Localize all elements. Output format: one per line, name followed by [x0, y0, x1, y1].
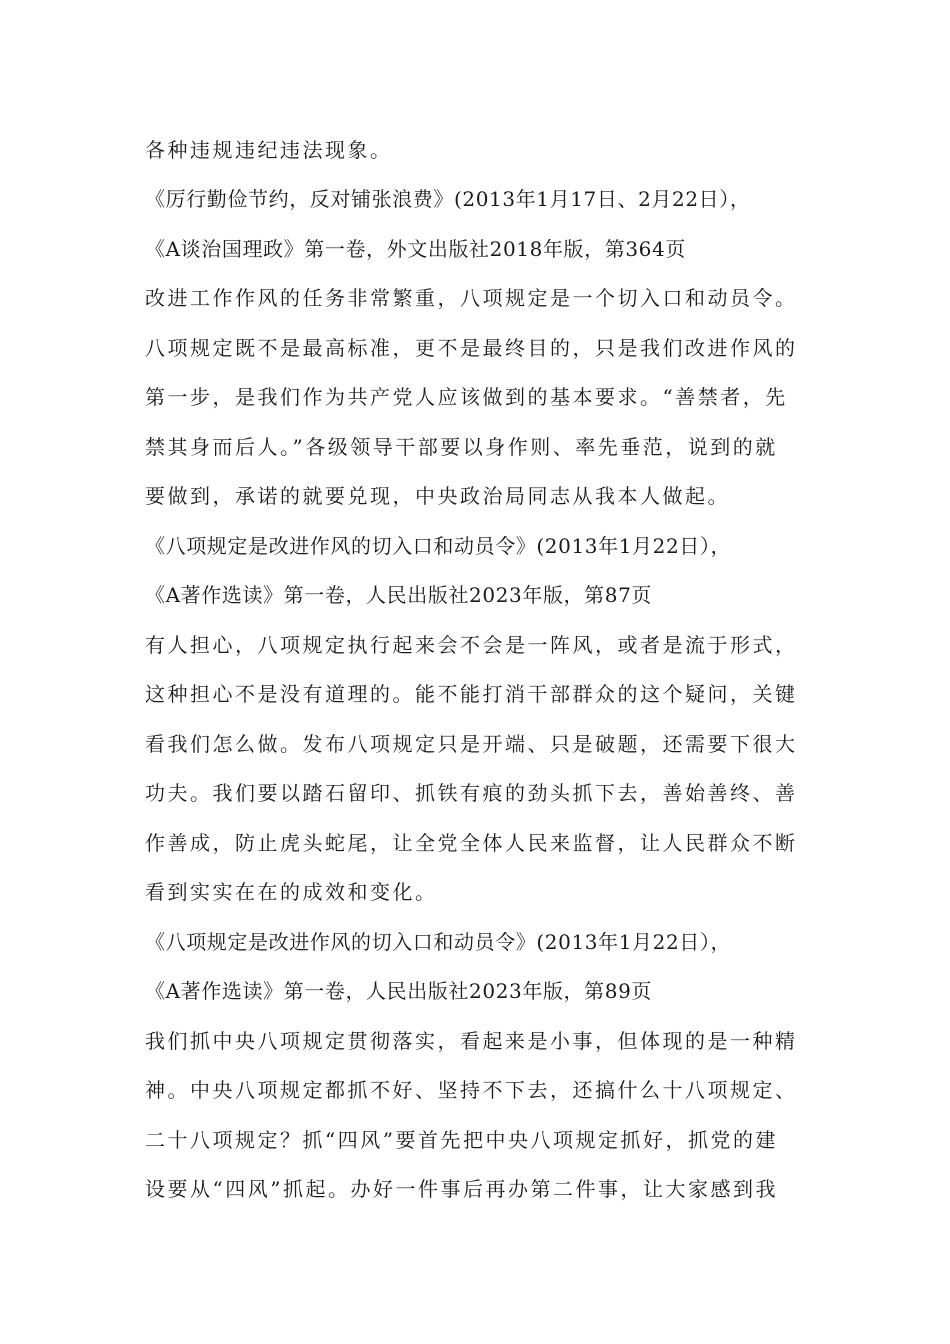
text-line: 二十八项规定？抓“四风”要首先把中央八项规定抓好，抓党的建 [145, 1128, 778, 1152]
citation-line: 《八项规定是改进作风的切入口和动员令》(2013年1月22日）， [145, 534, 732, 558]
citation-line: 《A著作选读》第一卷，人民出版社2023年版，第89页 [145, 979, 652, 1003]
text-line: 设要从“四风”抓起。办好一件事后再办第二件事，让大家感到我 [145, 1177, 778, 1201]
citation-line: 《厉行勤俭节约，反对铺张浪费》(2013年1月17日、2月22日）， [145, 187, 751, 211]
text-line: 功夫。我们要以踏石留印、抓铁有痕的劲头抓下去，善始善终、善 [145, 781, 798, 805]
text-line: 改进工作作风的任务非常繁重，八项规定是一个切入口和动员令。 [145, 286, 798, 310]
text-line: 我们抓中央八项规定贯彻落实，看起来是小事，但体现的是一种精 [145, 1029, 798, 1053]
citation-line: 《八项规定是改进作风的切入口和动员令》(2013年1月22日）， [145, 930, 732, 954]
text-line: 有人担心，八项规定执行起来会不会是一阵风，或者是流于形式， [145, 633, 798, 657]
text-line: 各种违规违纪违法现象。 [145, 138, 393, 162]
text-line: 这种担心不是没有道理的。能不能打消干部群众的这个疑问，关键 [145, 682, 798, 706]
text-line: 看我们怎么做。发布八项规定只是开端、只是破题，还需要下很大 [145, 732, 798, 756]
text-line: 神。中央八项规定都抓不好、坚持不下去，还搞什么十八项规定、 [145, 1078, 798, 1102]
text-line: 第一步，是我们作为共产党人应该做到的基本要求。“善禁者，先 [145, 385, 788, 409]
text-line: 要做到，承诺的就要兑现，中央政治局同志从我本人做起。 [145, 484, 730, 508]
text-line: 八项规定既不是最高标准，更不是最终目的，只是我们改进作风的 [145, 336, 798, 360]
citation-line: 《A著作选读》第一卷，人民出版社2023年版，第87页 [145, 583, 652, 607]
citation-line: 《A谈治国理政》第一卷，外文出版社2018年版，第364页 [145, 237, 686, 261]
text-line: 禁其身而后人。”各级领导干部要以身作则、率先垂范，说到的就 [145, 435, 778, 459]
text-line: 作善成，防止虎头蛇尾，让全党全体人民来监督，让人民群众不断 [145, 831, 798, 855]
text-line: 看到实实在在的成效和变化。 [145, 880, 438, 904]
